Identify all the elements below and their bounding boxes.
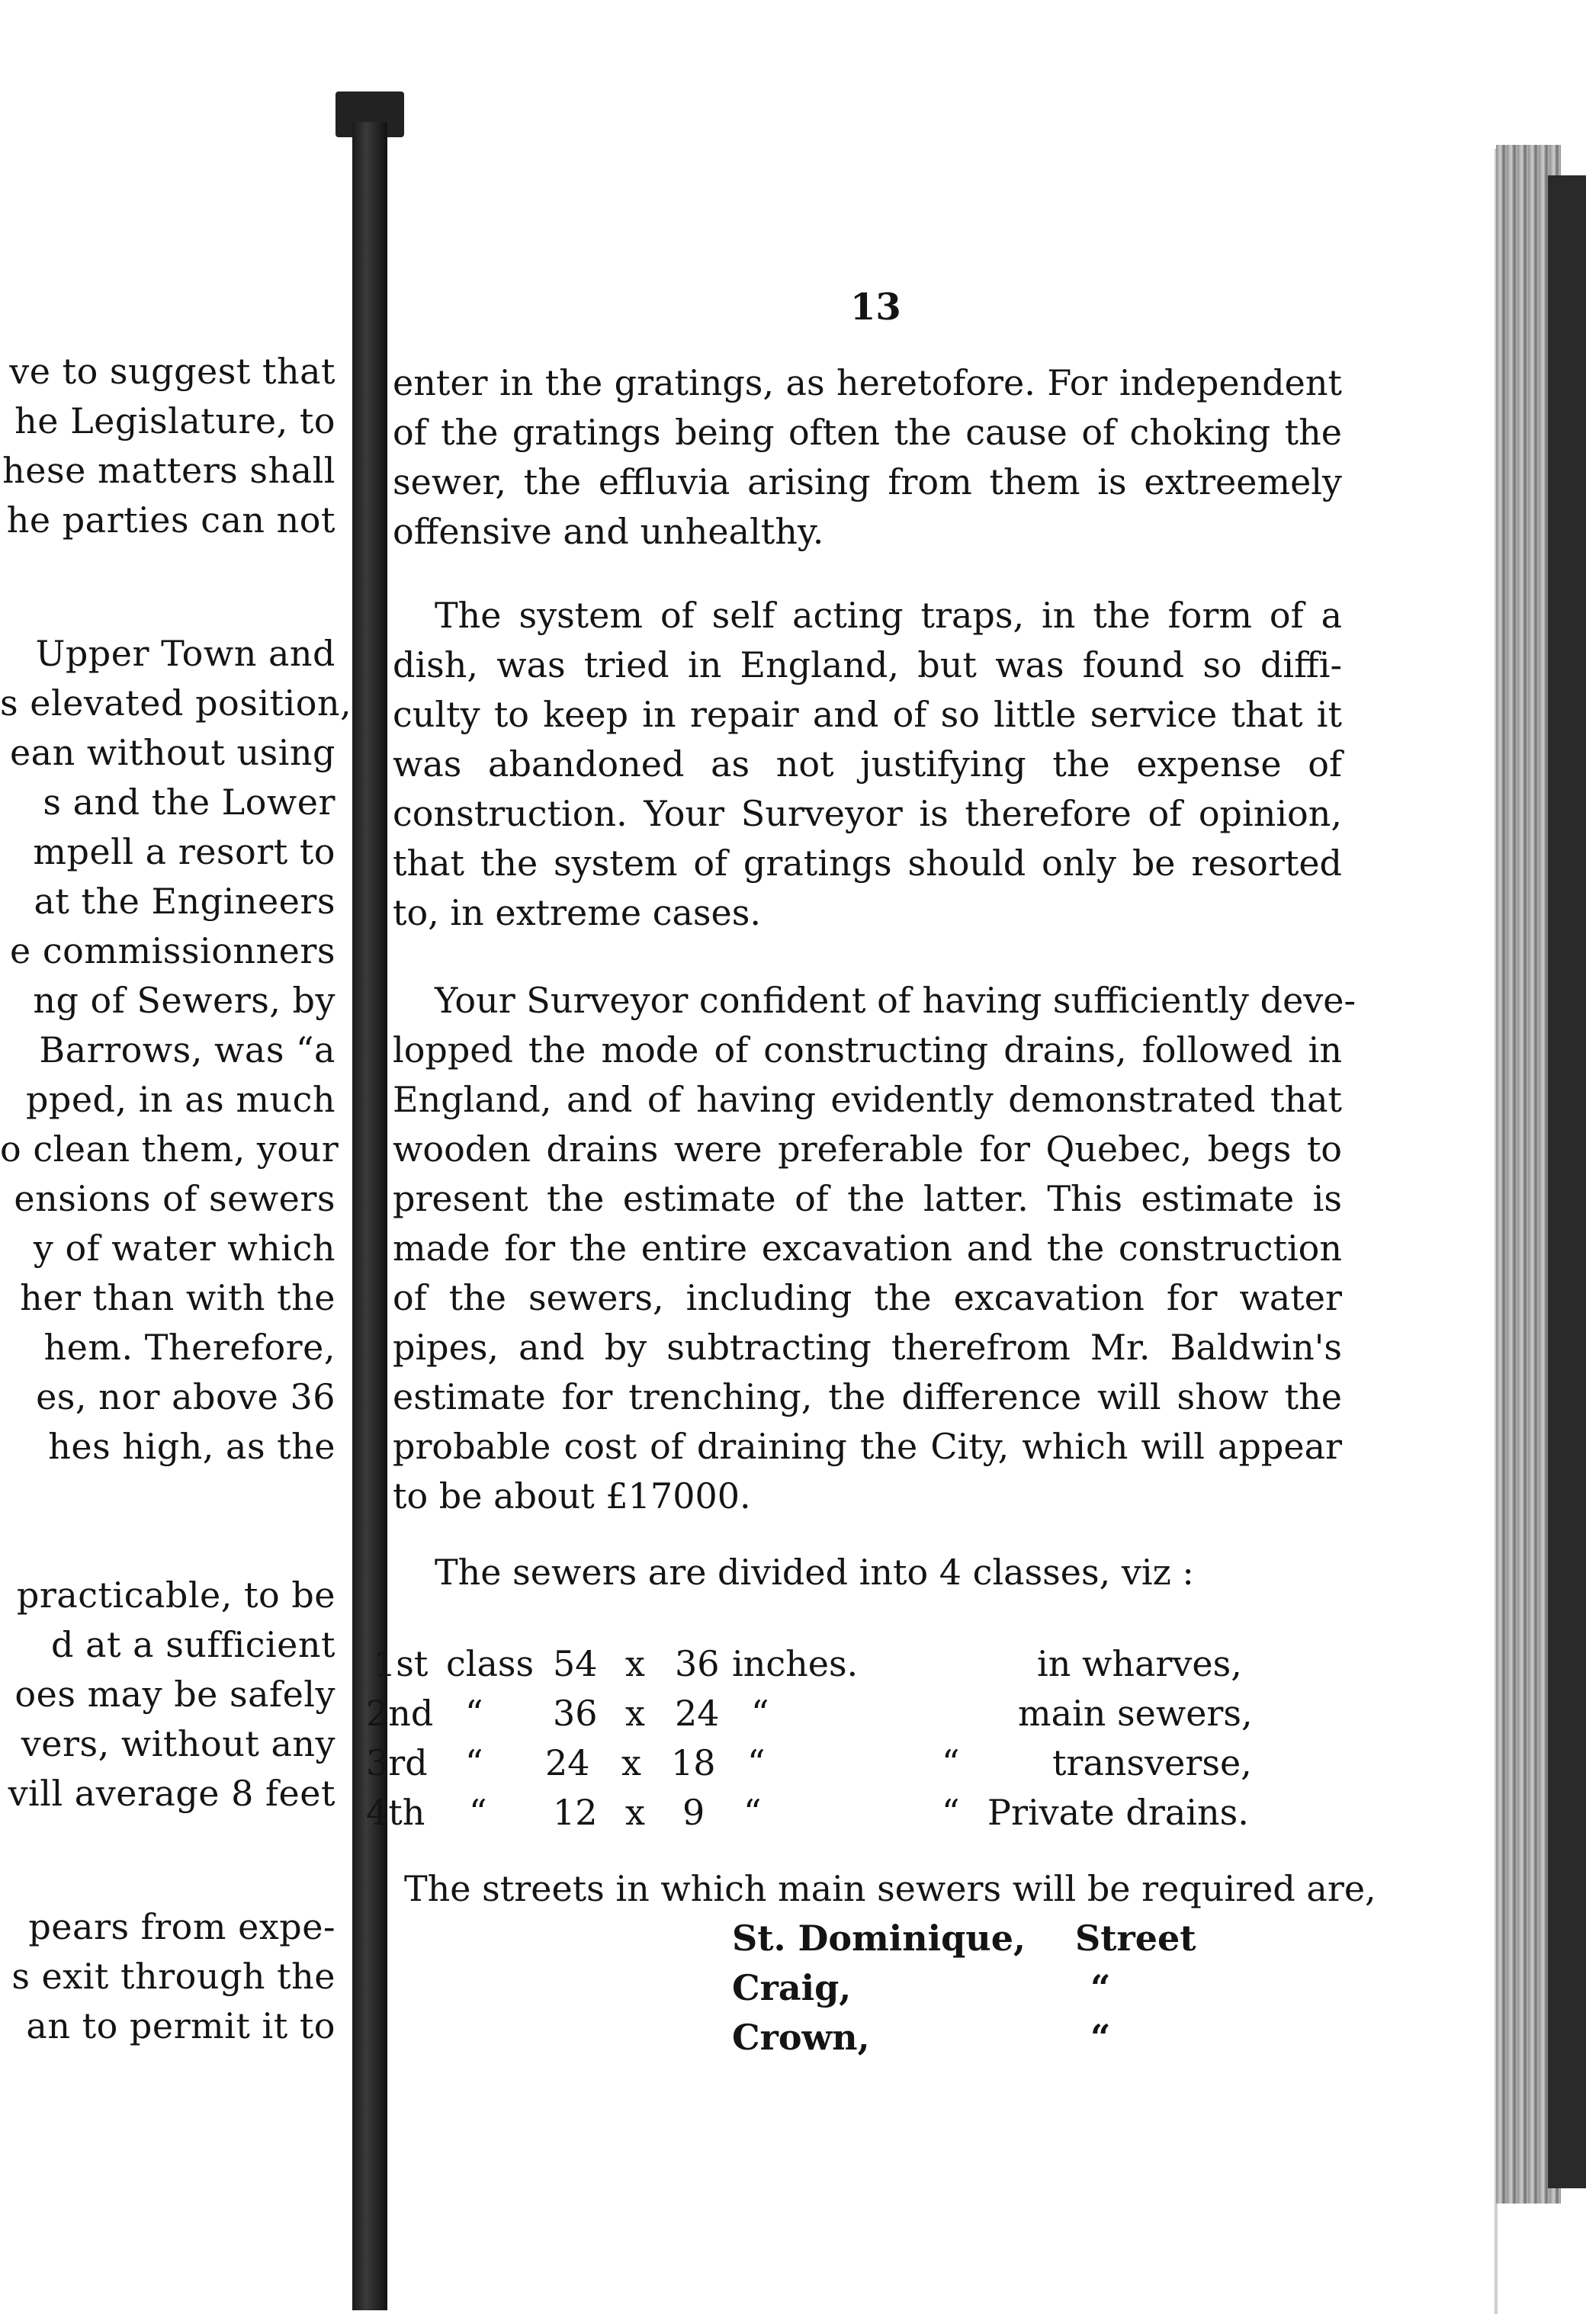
left-line: hese matters shall <box>2 450 336 491</box>
left-line: vers, without any <box>21 1723 336 1764</box>
sewer-classes-table <box>366 1639 1258 1838</box>
street-type: Street <box>1075 1918 1196 1959</box>
class-unit: “ <box>747 1742 766 1783</box>
street-name: Crown, <box>732 2017 870 2058</box>
class-times: x <box>621 1742 641 1783</box>
class-unit: “ <box>751 1693 769 1734</box>
classes-intro <box>393 1548 1342 1597</box>
paragraph-traps <box>393 591 1342 938</box>
text-line: made for the entire excavation and the construction <box>393 1228 1342 1269</box>
street-row <box>404 1914 1319 1963</box>
street-type: “ <box>1090 2017 1111 2058</box>
class-use: main sewers, <box>1018 1693 1253 1734</box>
street-name: St. Dominique, <box>732 1918 1026 1959</box>
table-row <box>366 1738 1258 1788</box>
class-height: 24 <box>675 1693 720 1734</box>
paragraph-gratings <box>393 358 1342 557</box>
class-times: x <box>625 1693 645 1734</box>
streets-intro: The streets in which main sewers will be required are, <box>404 1868 1376 1909</box>
left-line: d at a sufficient <box>51 1624 336 1665</box>
class-word: “ <box>465 1742 483 1783</box>
left-line: mpell a resort to <box>33 831 336 872</box>
street-row <box>404 2013 1319 2062</box>
left-page-fragment <box>0 99 352 2303</box>
text-line: to, in extreme cases. <box>393 892 761 933</box>
left-line: ng of Sewers, by <box>33 980 336 1021</box>
left-line: an to permit it to <box>26 2005 336 2046</box>
left-line: hem. Therefore, <box>43 1327 336 1368</box>
class-use: Private drains. <box>987 1792 1249 1833</box>
left-line: pped, in as much <box>25 1079 336 1120</box>
streets-section <box>404 1864 1376 2062</box>
table-row <box>366 1639 1258 1689</box>
class-ordinal: 2nd <box>366 1693 434 1734</box>
class-height: 36 <box>675 1643 720 1684</box>
class-use: in wharves, <box>1037 1643 1242 1684</box>
class-ordinal: 4th <box>366 1792 425 1833</box>
text-line: The sewers are divided into 4 classes, viz : <box>435 1552 1194 1593</box>
text-line: Your Surveyor confident of having sufficiently deve- <box>435 980 1356 1021</box>
left-line: Upper Town and <box>35 633 336 674</box>
text-line: offensive and unhealthy. <box>393 511 824 552</box>
left-line: oes may be safely <box>14 1674 336 1715</box>
class-word: “ <box>469 1792 487 1833</box>
text-line: pipes, and by subtracting therefrom Mr. Baldwin's <box>393 1327 1342 1368</box>
text-line: lopped the mode of constructing drains, followed in <box>393 1029 1342 1071</box>
class-ditto: “ <box>942 1742 960 1783</box>
text-line: probable cost of draining the City, which will appear <box>393 1426 1342 1467</box>
class-width: 12 <box>553 1792 598 1833</box>
text-line: The system of self acting traps, in the form of a <box>435 595 1342 636</box>
text-line: culty to keep in repair and of so little service that it <box>393 694 1342 735</box>
left-line: s exit through the <box>11 1956 336 1997</box>
street-row <box>404 1963 1319 2013</box>
left-line: he parties can not <box>6 499 336 541</box>
class-ordinal: 1st <box>374 1643 429 1684</box>
left-line: ensions of sewers <box>14 1178 336 1219</box>
text-line: England, and of having evidently demonstrated that <box>393 1079 1342 1120</box>
left-line: hes high, as the <box>48 1426 336 1467</box>
class-ordinal: 3rd <box>366 1742 428 1783</box>
class-times: x <box>625 1792 645 1833</box>
text-line: sewer, the effluvia arising from them is extreemely <box>393 461 1342 502</box>
text-line: present the estimate of the latter. This estimate is <box>393 1178 1342 1219</box>
text-line: that the system of gratings should only be resorted <box>393 843 1342 884</box>
left-line: vill average 8 feet <box>8 1773 336 1814</box>
left-line: es, nor above 36 <box>36 1376 336 1417</box>
text-line: of the gratings being often the cause of choking the <box>393 412 1342 453</box>
text-line: estimate for trenching, the difference will show the <box>393 1376 1342 1417</box>
left-line: y of water which <box>33 1228 336 1269</box>
text-line: was abandoned as not justifying the expense of <box>393 743 1342 785</box>
text-line: to be about £17000. <box>393 1475 751 1517</box>
left-line: Barrows, was “a <box>39 1029 336 1071</box>
class-width: 36 <box>553 1693 598 1734</box>
book-cover-edge <box>1548 175 1586 2188</box>
book-gutter <box>352 122 387 2310</box>
class-use: transverse, <box>1052 1742 1252 1783</box>
paragraph-estimate <box>393 976 1356 1521</box>
class-height: 9 <box>682 1792 705 1833</box>
class-width: 54 <box>553 1643 598 1684</box>
class-height: 18 <box>671 1742 716 1783</box>
class-unit: inches. <box>732 1643 859 1684</box>
text-line: wooden drains were preferable for Quebec, begs to <box>393 1128 1342 1170</box>
class-width: 24 <box>545 1742 590 1783</box>
left-line: he Legislature, to <box>14 400 336 441</box>
table-row <box>366 1788 1258 1838</box>
class-word: class <box>446 1643 535 1684</box>
left-line: o clean them, your <box>0 1128 339 1170</box>
left-line: her than with the <box>20 1277 336 1318</box>
table-row <box>366 1689 1258 1738</box>
class-unit: “ <box>743 1792 762 1833</box>
text-line: of the sewers, including the excavation for water <box>393 1277 1342 1318</box>
left-line: pears from expe- <box>28 1906 336 1947</box>
street-name: Craig, <box>732 1967 852 2008</box>
class-word: “ <box>465 1693 483 1734</box>
page-number: 13 <box>850 286 901 329</box>
left-line: e commissionners <box>10 930 336 971</box>
class-times: x <box>625 1643 645 1684</box>
text-line: dish, was tried in England, but was found so diffi- <box>393 644 1342 685</box>
text-line: construction. Your Surveyor is therefore of opinion, <box>393 793 1342 834</box>
left-line: ve to suggest that <box>9 351 336 392</box>
street-type: “ <box>1090 1967 1111 2008</box>
left-line: at the Engineers <box>34 881 336 922</box>
left-line: ean without using <box>9 732 336 773</box>
text-line: enter in the gratings, as heretofore. For independent <box>393 362 1342 403</box>
class-ditto: “ <box>942 1792 960 1833</box>
left-line: s and the Lower <box>43 782 336 823</box>
left-line: practicable, to be <box>16 1574 336 1616</box>
left-line: s elevated position, <box>0 682 352 724</box>
